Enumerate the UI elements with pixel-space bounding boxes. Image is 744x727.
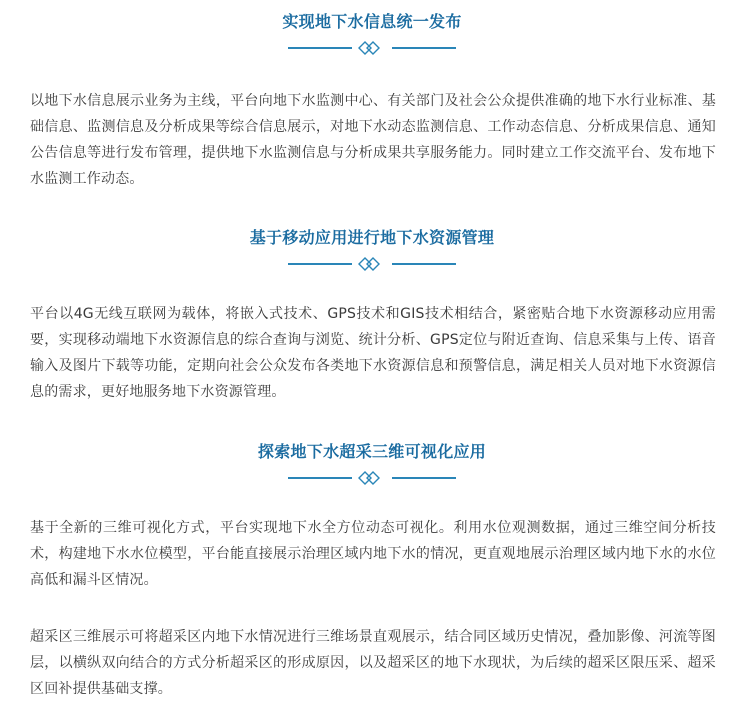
section-3-title: 探索地下水超采三维可视化应用: [257, 442, 487, 461]
section-2-title: 基于移动应用进行地下水资源管理: [249, 228, 495, 247]
section-1-divider: [0, 41, 744, 55]
section-2-paragraph-1: 平台以4G无线互联网为载体，将嵌入式技术、GPS技术和GIS技术相结合，紧密贴合地下水资源移动应用需要，实现移动端地下水资源信息的综合查询与浏览、统计分析、GPS定位与附近查询、信息采集与上传、语音输入及图片下载等功能，定期向社会公众发布各类地下水资源信息和预警信息，满足相关人员对地下水资源信息的需求，更好地服务地下水资源管理。: [30, 306, 716, 400]
divider-line-left: [288, 263, 352, 265]
section-3-paragraph-2: 超采区三维展示可将超采区内地下水情况进行三维场景直观展示，结合同区域历史情况，叠加影像、河流等图层，以横纵双向结合的方式分析超采区的形成原因，以及超采区的地下水现状，为后续的超采区限压采、超采区回补提供基础支撑。: [30, 629, 716, 697]
divider-line-right: [392, 47, 456, 49]
section-1-paragraph-1: 以地下水信息展示业务为主线，平台向地下水监测中心、有关部门及社会公众提供准确的地下水行业标准、基础信息、监测信息及分析成果等综合信息展示，对地下水动态监测信息、工作动态信息、分析成果信息、通知公告信息等进行发布管理，提供地下水监测信息与分析成果共享服务能力。同时建立工作交流平台、发布地下水监测工作动态。: [30, 93, 716, 187]
section-2-divider: [0, 257, 744, 271]
section-3-paragraph-1: 基于全新的三维可视化方式，平台实现地下水全方位动态可视化。利用水位观测数据，通过三维空间分析技术，构建地下水水位模型，平台能直接展示治理区域内地下水的情况，更直观地展示治理区域内地下水的水位高低和漏斗区情况。: [30, 520, 716, 588]
divider-line-left: [288, 477, 352, 479]
section-3-divider: [0, 471, 744, 485]
double-diamond-icon: [358, 41, 386, 55]
section-1-title: 实现地下水信息统一发布: [282, 12, 462, 31]
divider-line-left: [288, 47, 352, 49]
double-diamond-icon: [358, 471, 386, 485]
double-diamond-icon: [358, 257, 386, 271]
divider-line-right: [392, 477, 456, 479]
divider-line-right: [392, 263, 456, 265]
